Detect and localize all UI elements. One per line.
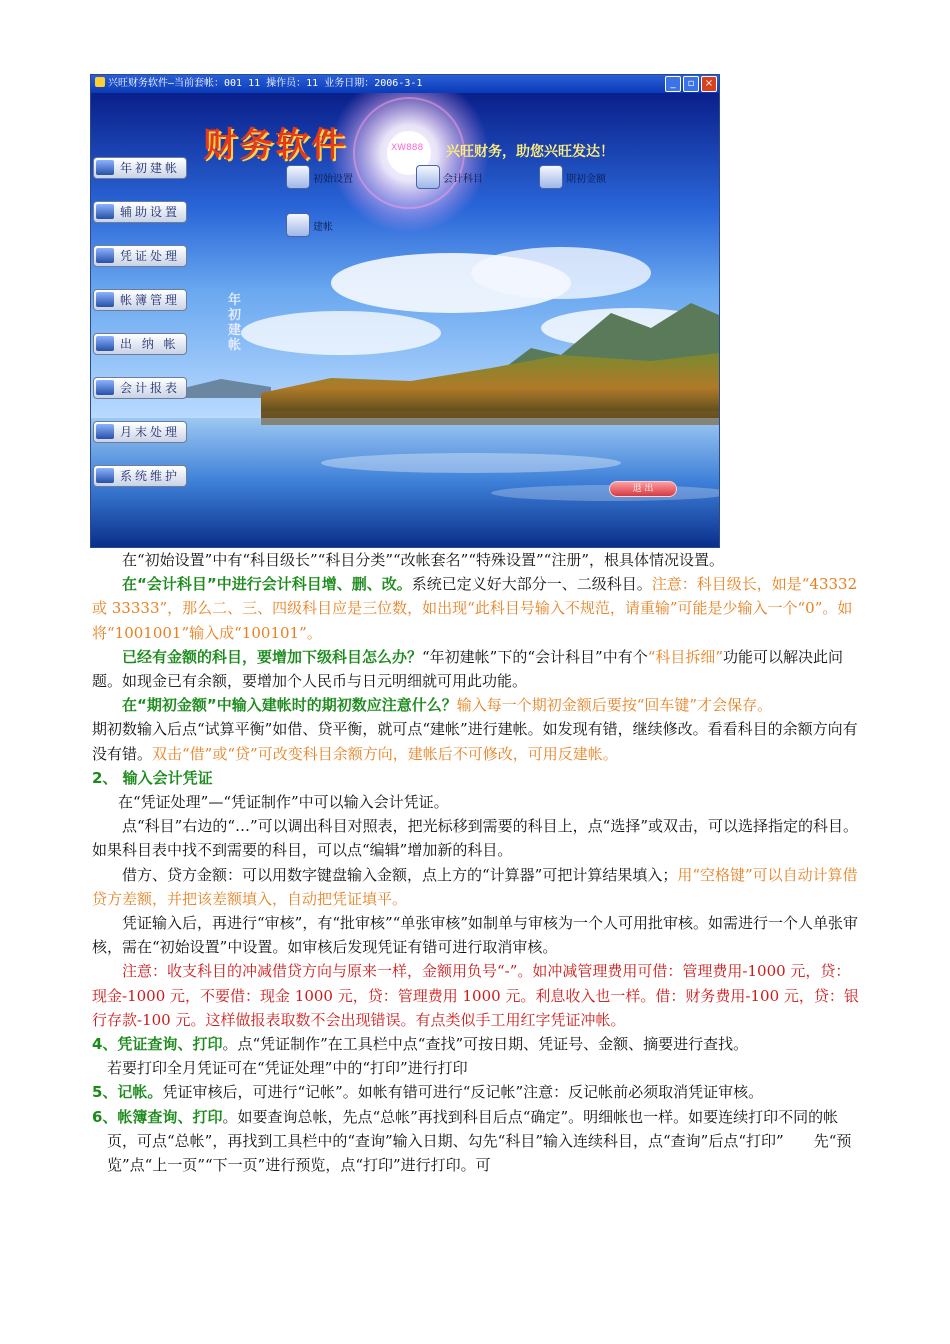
landscape-background [91, 93, 719, 547]
folder-icon [96, 248, 114, 263]
paragraph: 在“会计科目”中进行会计科目增、删、改。系统已定义好大部分一、二级科目。注意：科目级长，如是“43332 或 33333”，那么二、三、四级科目应是三位数，如出现“此科目号输入不规范，请重输”可能是少输入一个“0”。如将“1001001”输入成“100101”。 [92, 575, 858, 642]
brand-title: 财务软件 [203, 125, 347, 165]
nav-voucher[interactable]: 凭证处理 [93, 245, 187, 267]
paragraph: 若要打印全月凭证可在“凭证处理”中的“打印”进行打印 [107, 1059, 468, 1078]
folder-icon [96, 380, 114, 395]
tool-create-books[interactable]: 建帐 [286, 213, 333, 237]
nav-month-end[interactable]: 月末处理 [93, 421, 187, 443]
ledger-icon [539, 165, 563, 189]
paragraph: 注意：收支科目的冲减借贷方向与原来一样，金额用负号“-”。如冲减管理费用可借：管理费用-1000 元，贷：现金-1000 元，不要借：现金 1000 元，贷：管理费用 1000 元。利息收入也一样。借：财务费用-100 元，贷：银行存款-100 元。这样做报表取数不会出现错误。有点类似手工用红字凭证冲帐。 [92, 962, 859, 1029]
folder-icon [96, 160, 114, 175]
paragraph: 凭证输入后，再进行“审核”，有“批审核”“单张审核”如制单与审核为一个人可用批审核。如需进行一个人单张审核，需在“初始设置”中设置。如审核后发现凭证有错可进行取消审核。 [92, 914, 859, 957]
folder-icon [96, 292, 114, 307]
minimize-button[interactable]: _ [665, 76, 681, 92]
pencil-icon [286, 213, 310, 237]
nav-year-setup[interactable]: 年初建帐 [93, 157, 187, 179]
nav-cashier[interactable]: 出 纳 帐 [93, 333, 187, 355]
folder-icon [96, 204, 114, 219]
title-bar [91, 75, 719, 93]
paragraph: 期初数输入后点“试算平衡”如借、贷平衡，就可点“建帐”进行建帐。如发现有错，继续修改。看看科目的余额方向有没有错。双击“借”或“贷”可改变科目余额方向，建帐后不可修改，可用反建帐。 [92, 720, 858, 763]
close-button[interactable]: × [701, 76, 717, 92]
app-icon [95, 77, 105, 87]
paragraph: 5、记帐。凭证审核后，可进行“记帐”。如帐有错可进行“反记帐”注意：反记帐前必须取消凭证审核。 [92, 1083, 764, 1102]
paragraph: 借方、贷方金额：可以用数字键盘输入金额，点上方的“计算器”可把计算结果填入；用“空格键”可以自动计算借贷方差额，并把该差额填入，自动把凭证填平。 [92, 865, 858, 908]
nav-ledger[interactable]: 帐簿管理 [93, 289, 187, 311]
tool-initial-setup[interactable]: 初始设置 [286, 165, 353, 189]
paragraph: 在“凭证处理”—“凭证制作”中可以输入会计凭证。 [118, 793, 449, 812]
settings-icon [286, 165, 310, 189]
brand-tag: XW888 [391, 143, 424, 153]
book-icon [416, 165, 440, 189]
paragraph: 在“期初金额”中输入建帐时的期初数应注意什么？输入每一个期初金额后要按“回车键”才会保存。 [122, 696, 773, 715]
document-body [92, 548, 864, 1177]
paragraph: 6、帐簿查询、打印。如要查询总帐，先点“总帐”再找到科目后点“确定”。明细帐也一样。如要连续打印不同的帐页，可点“总帐”，再找到工具栏中的“查询”输入日期、勾先“科目”输入连续科目，点“查询”后点“打印” 先“预览”点“上一页”“下一页”进行预览，点“打印”进行打印。可 [92, 1107, 852, 1175]
restore-button[interactable]: ▫ [683, 76, 699, 92]
section-heading: 2、 输入会计凭证 [92, 768, 213, 787]
vertical-section-label: 年初建帐 [228, 293, 242, 353]
tool-accounts[interactable]: 会计科目 [416, 165, 483, 189]
exit-button[interactable]: 退 出 [609, 481, 677, 497]
nav-maintenance[interactable]: 系统维护 [93, 465, 187, 487]
tool-opening-balance[interactable]: 期初金额 [539, 165, 606, 189]
folder-icon [96, 424, 114, 439]
nav-reports[interactable]: 会计报表 [93, 377, 187, 399]
paragraph: 点“科目”右边的“…”可以调出科目对照表，把光标移到需要的科目上，点“选择”或双击，可以选择指定的科目。如果科目表中找不到需要的科目，可以点“编辑”增加新的科目。 [92, 817, 859, 860]
slogan: 兴旺财务，助您兴旺发达！ [446, 144, 614, 160]
paragraph: 在“初始设置”中有“科目级长”“科目分类”“改帐套名”“特殊设置”“注册”，根具体情况设置。 [122, 551, 725, 569]
paragraph: 已经有金额的科目，要增加下级科目怎么办？“年初建帐”下的“会计科目”中有个“科目拆细”功能可以解决此问题。如现金已有余额，要增加个人民币与日元明细就可用此功能。 [92, 647, 844, 691]
folder-icon [96, 468, 114, 483]
nav-aux-setup[interactable]: 辅助设置 [93, 201, 187, 223]
app-screenshot [90, 74, 720, 548]
folder-icon [96, 336, 114, 351]
window-title: 兴旺财务软件—当前套帐：001 11 操作员：11 业务日期：2006-3-1 [108, 78, 423, 89]
paragraph: 4、凭证查询、打印。点“凭证制作”在工具栏中点“查找”可按日期、凭证号、金额、摘要进行查找。 [92, 1035, 749, 1054]
